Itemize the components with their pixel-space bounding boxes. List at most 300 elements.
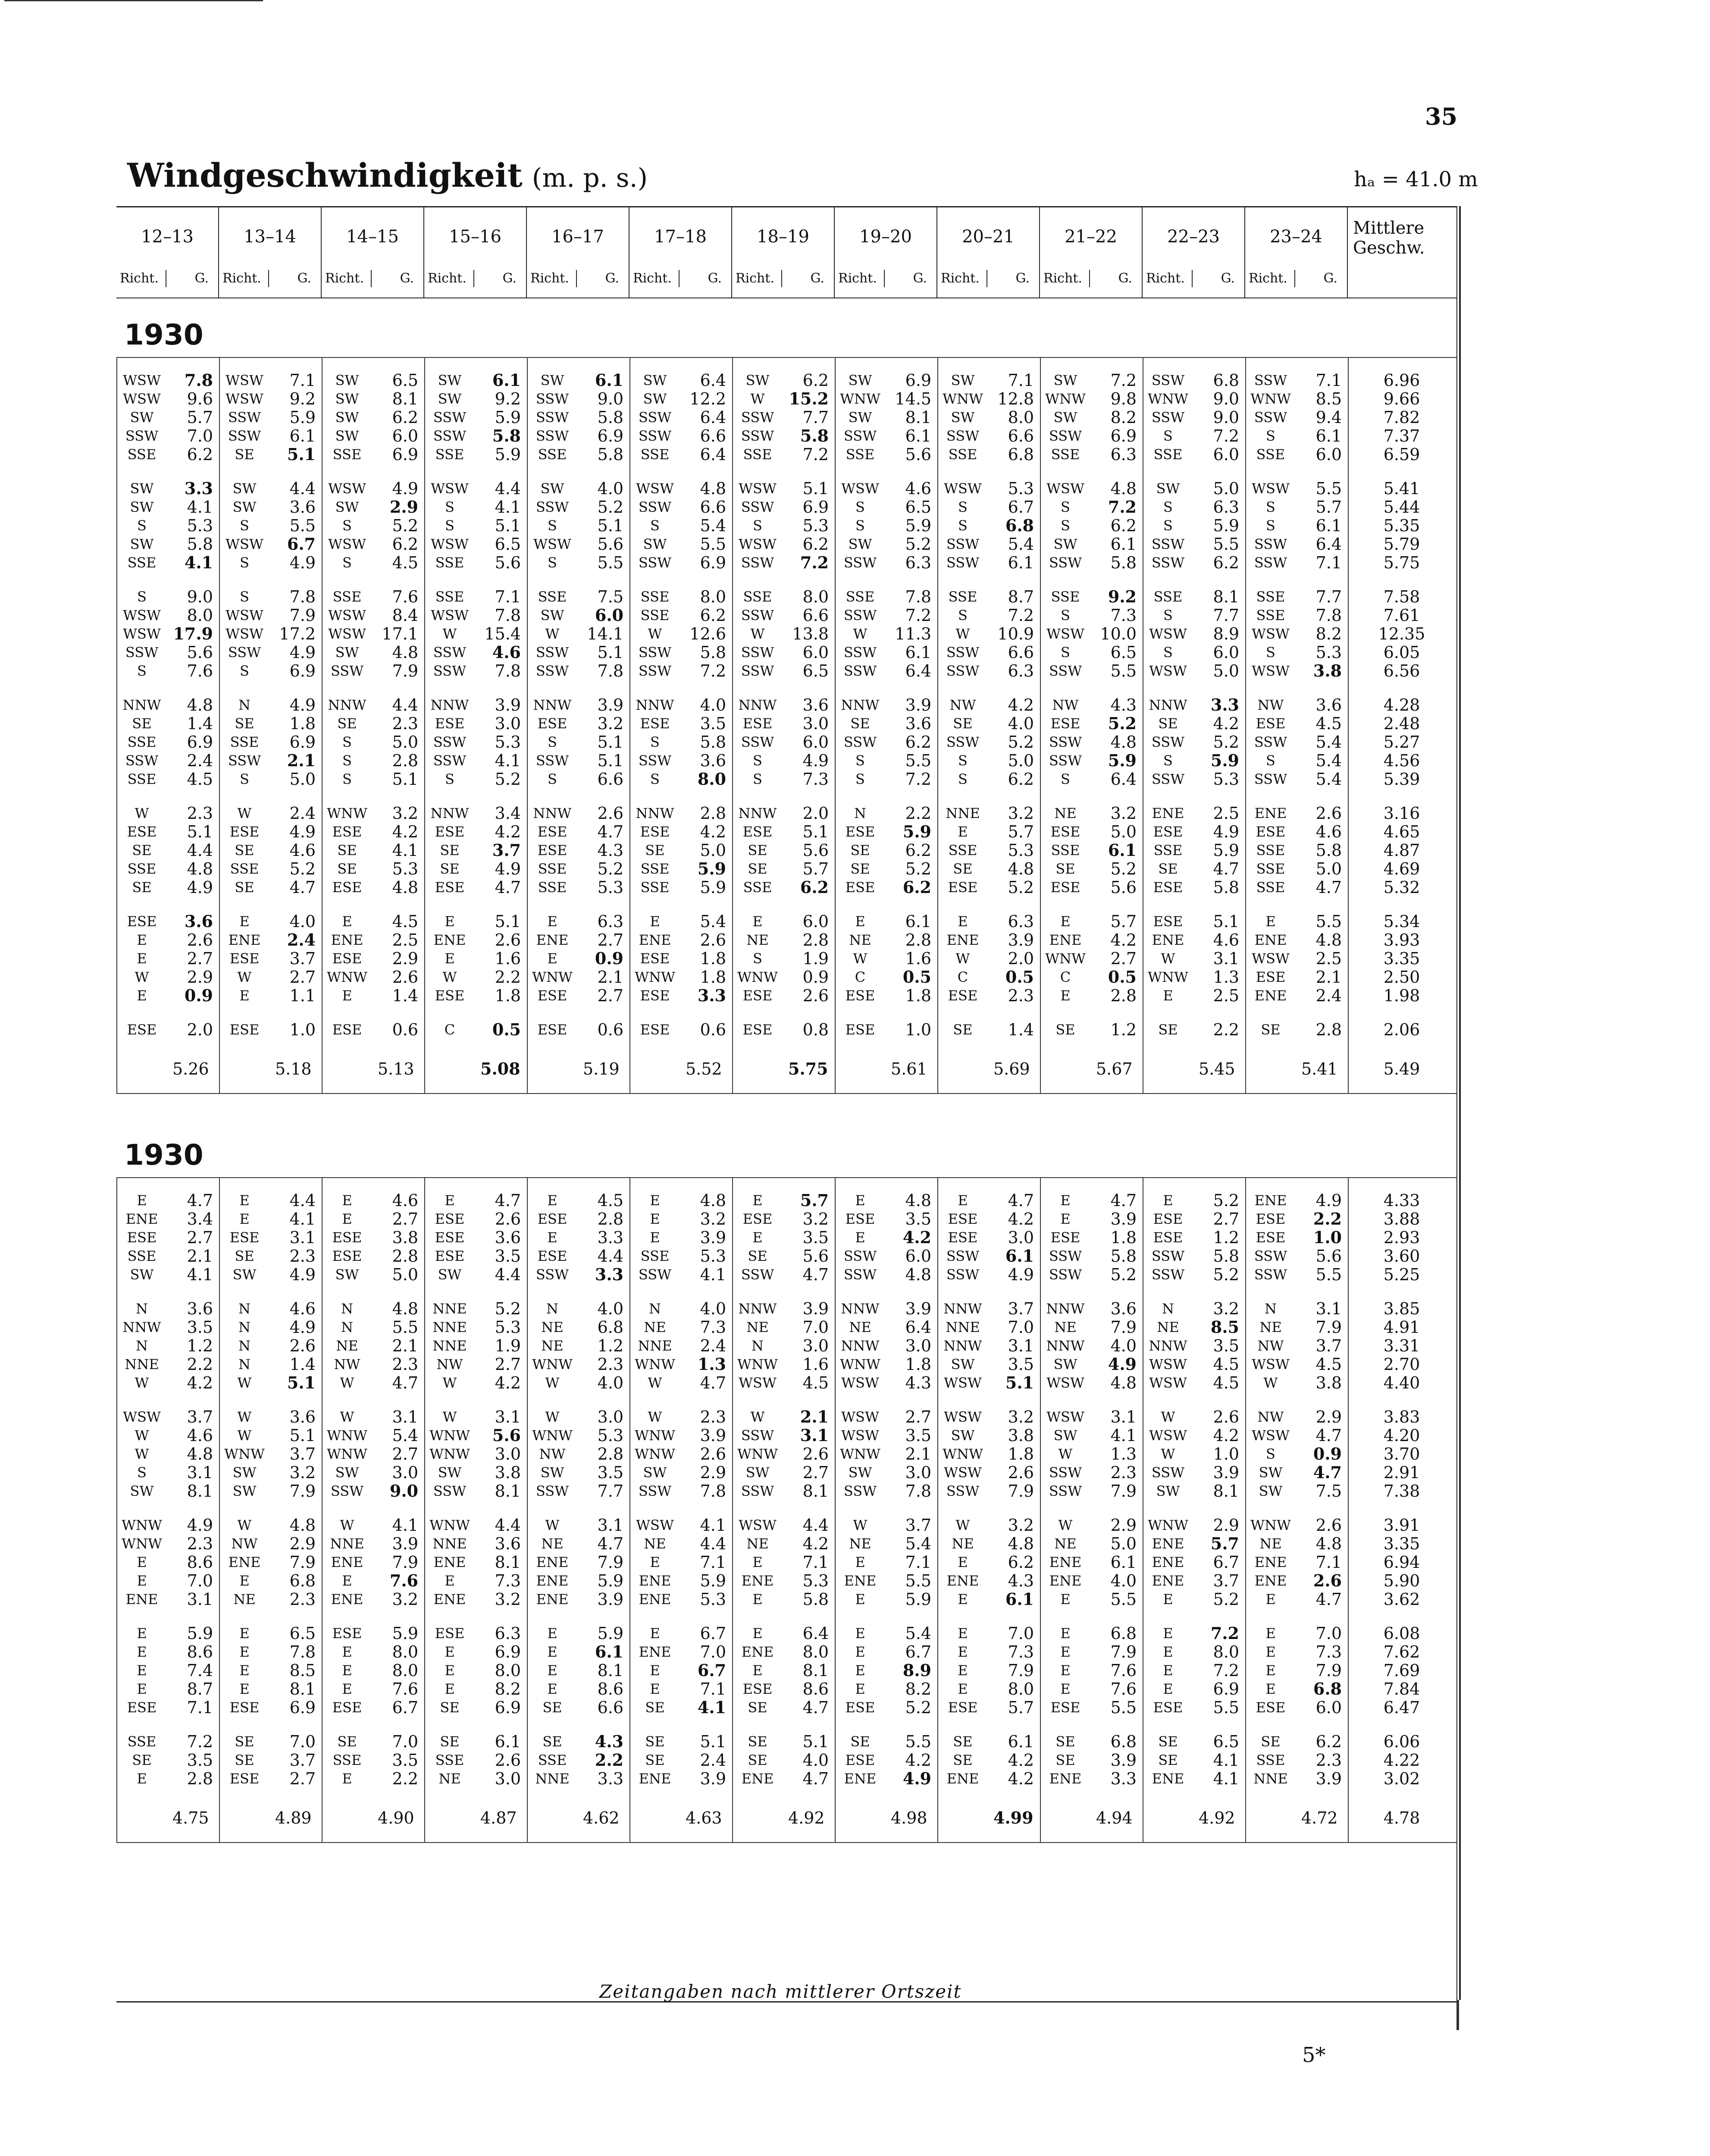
wind-speed: 3.7 xyxy=(289,949,316,968)
wind-speed: 5.1 xyxy=(597,733,623,752)
wind-direction: SE xyxy=(235,446,254,463)
wind-direction: NNW xyxy=(430,805,469,821)
hourly-mean: 5.45 xyxy=(1199,1059,1235,1078)
wind-direction: SSW xyxy=(843,734,877,750)
wind-speed: 14.5 xyxy=(895,389,931,408)
wind-speed: 3.3 xyxy=(597,1769,623,1788)
wind-speed: 5.6 xyxy=(187,643,213,662)
wind-direction: S xyxy=(548,734,557,750)
wind-speed: 5.3 xyxy=(802,516,829,535)
wind-direction: ENE xyxy=(228,932,261,948)
wind-speed: 2.4 xyxy=(700,1336,726,1355)
wind-speed: 7.1 xyxy=(187,1698,213,1717)
wind-speed: 2.2 xyxy=(905,804,931,823)
wind-speed: 8.7 xyxy=(1008,587,1034,606)
wind-speed: 5.2 xyxy=(495,770,521,789)
wind-direction: S xyxy=(137,589,147,605)
wind-speed: 6.7 xyxy=(700,1624,726,1643)
wind-speed: 5.4 xyxy=(700,516,726,535)
wind-speed: 1.0 xyxy=(1213,1445,1239,1463)
wind-direction: NE xyxy=(233,1591,256,1608)
wind-direction: ESE xyxy=(537,715,567,732)
wind-speed: 6.3 xyxy=(1110,445,1137,464)
wind-direction: E xyxy=(239,913,250,930)
wind-direction: N xyxy=(238,697,251,713)
wind-direction: SSW xyxy=(843,663,877,679)
wind-direction: WNW xyxy=(532,1356,573,1373)
wind-speed: 5.7 xyxy=(187,408,213,427)
wind-direction: ESE xyxy=(537,842,567,859)
wind-direction: E xyxy=(547,1644,557,1660)
wind-speed: 2.6 xyxy=(495,931,521,950)
wind-speed: 7.2 xyxy=(700,661,726,680)
wind-speed: 4.3 xyxy=(1008,1571,1034,1590)
wind-direction: WNW xyxy=(122,1536,162,1552)
wind-speed: 3.6 xyxy=(184,912,213,931)
wind-speed: 4.2 xyxy=(905,1751,931,1770)
wind-direction: W xyxy=(442,626,457,642)
wind-direction: SE xyxy=(132,879,152,896)
wind-direction: SW xyxy=(335,1266,359,1283)
wind-speed: 4.8 xyxy=(392,1299,418,1318)
wind-direction: W xyxy=(237,969,252,985)
wind-direction: ENE xyxy=(741,1573,774,1589)
header-hour-label: 14–15 xyxy=(346,227,399,247)
wind-direction: NNE xyxy=(432,1338,467,1354)
wind-direction: SSW xyxy=(1254,372,1287,389)
wind-direction: NNW xyxy=(636,697,674,713)
wind-speed: 7.9 xyxy=(1110,1482,1137,1501)
hourly-mean: 4.78 xyxy=(1383,1808,1420,1827)
wind-speed: 5.8 xyxy=(492,426,521,445)
wind-direction: E xyxy=(855,1229,865,1246)
wind-speed: 2.1 xyxy=(287,751,316,770)
wind-direction: NNW xyxy=(841,1300,880,1317)
wind-speed: 9.0 xyxy=(597,389,623,408)
wind-speed: 9.2 xyxy=(495,389,521,408)
wind-direction: SE xyxy=(1158,1733,1178,1750)
wind-direction: NW xyxy=(949,697,976,713)
wind-direction: ESE xyxy=(127,1022,157,1038)
wind-speed: 2.6 xyxy=(802,1445,829,1463)
wind-speed: 3.9 xyxy=(597,696,623,714)
wind-direction: WSW xyxy=(636,480,674,497)
wind-direction: SSW xyxy=(1254,1266,1287,1283)
wind-direction: S xyxy=(445,517,454,534)
wind-direction: E xyxy=(958,913,968,930)
wind-direction: W xyxy=(955,626,970,642)
header-direction-label: Richt. xyxy=(1043,271,1082,286)
wind-speed: 2.6 xyxy=(495,1210,521,1228)
wind-direction: WNW xyxy=(532,969,573,985)
wind-direction: SE xyxy=(850,861,870,877)
wind-direction: ESE xyxy=(1050,879,1080,896)
wind-speed: 8.1 xyxy=(289,1680,316,1698)
wind-direction: E xyxy=(855,1644,865,1660)
wind-speed: 4.9 xyxy=(495,859,521,878)
wind-speed: 5.2 xyxy=(1213,1265,1239,1284)
wind-direction: NE xyxy=(1054,1536,1077,1552)
wind-speed: 3.3 xyxy=(597,1228,623,1247)
wind-direction: SW xyxy=(335,391,359,407)
wind-speed: 4.2 xyxy=(1008,696,1034,714)
daily-mean: 4.69 xyxy=(1383,859,1420,878)
wind-direction: ENE xyxy=(1049,1771,1082,1787)
wind-direction: W xyxy=(1263,1375,1278,1391)
wind-direction: SSE xyxy=(1051,589,1080,605)
wind-speed: 8.6 xyxy=(597,1680,623,1698)
wind-direction: ESE xyxy=(1153,1699,1183,1716)
wind-direction: S xyxy=(753,517,762,534)
wind-speed: 2.3 xyxy=(392,714,418,733)
wind-speed: 3.6 xyxy=(700,751,726,770)
wind-direction: E xyxy=(239,987,250,1004)
hourly-mean: 5.26 xyxy=(172,1059,209,1078)
wind-speed: 7.7 xyxy=(802,408,829,427)
wind-direction: ESE xyxy=(640,987,670,1004)
wind-direction: NNW xyxy=(738,697,777,713)
wind-direction: SE xyxy=(748,861,767,877)
wind-direction: ESE xyxy=(332,950,362,967)
wind-direction: S xyxy=(753,950,762,967)
wind-direction: NNE xyxy=(1253,1771,1288,1787)
wind-direction: NNW xyxy=(841,1338,880,1354)
wind-direction: SSW xyxy=(536,663,569,679)
wind-speed: 5.1 xyxy=(597,643,623,662)
wind-speed: 2.7 xyxy=(289,968,316,987)
wind-direction: SW xyxy=(540,607,564,624)
wind-direction: SE xyxy=(748,1733,767,1750)
wind-direction: ENE xyxy=(946,932,979,948)
wind-speed: 8.0 xyxy=(392,1661,418,1680)
wind-speed: 11.3 xyxy=(895,624,931,643)
wind-direction: E xyxy=(547,1229,557,1246)
wind-speed: 6.3 xyxy=(597,912,623,931)
wind-direction: S xyxy=(548,771,557,787)
wind-direction: SSE xyxy=(127,1248,157,1264)
wind-speed: 5.4 xyxy=(1315,733,1342,752)
wind-speed: 5.2 xyxy=(1213,733,1239,752)
wind-direction: SE xyxy=(645,1752,665,1768)
wind-direction: ENE xyxy=(1254,1554,1287,1570)
wind-direction: WNW xyxy=(737,1446,778,1462)
wind-direction: ESE xyxy=(435,715,465,732)
wind-speed: 4.7 xyxy=(700,1373,726,1392)
wind-speed: 5.9 xyxy=(697,859,726,878)
header-speed-label: G. xyxy=(400,271,414,286)
wind-speed: 5.9 xyxy=(187,1624,213,1643)
wind-speed: 2.3 xyxy=(392,1355,418,1374)
wind-direction: SE xyxy=(748,1248,767,1264)
wind-direction: N xyxy=(238,1300,251,1317)
wind-speed: 3.7 xyxy=(905,1516,931,1535)
table-title: Windgeschwindigkeit xyxy=(127,156,523,194)
wind-direction: ESE xyxy=(332,879,362,896)
wind-speed: 2.4 xyxy=(287,930,316,950)
wind-speed: 3.0 xyxy=(495,714,521,733)
wind-direction: SW xyxy=(130,480,154,497)
section-year: 1930 xyxy=(124,1138,204,1172)
header-speed-label: G. xyxy=(913,271,927,286)
wind-direction: WSW xyxy=(225,536,263,552)
wind-speed: 7.2 xyxy=(1008,606,1034,625)
wind-direction: E xyxy=(650,1681,660,1697)
wind-speed: 5.6 xyxy=(1315,1247,1342,1266)
wind-direction: E xyxy=(1060,913,1071,930)
wind-direction: SE xyxy=(748,1699,767,1716)
wind-direction: E xyxy=(1265,1681,1276,1697)
wind-speed: 4.4 xyxy=(802,1516,829,1535)
wind-direction: E xyxy=(137,1554,147,1570)
wind-speed: 5.3 xyxy=(700,1247,726,1266)
wind-direction: S xyxy=(1061,607,1070,624)
wind-direction: WNW xyxy=(327,1446,367,1462)
wind-speed: 2.3 xyxy=(700,1407,726,1426)
wind-direction: N xyxy=(136,1338,148,1354)
wind-speed: 3.5 xyxy=(700,714,726,733)
wind-speed: 2.6 xyxy=(700,1445,726,1463)
header-speed-label: G. xyxy=(297,271,311,286)
wind-direction: WNW xyxy=(532,1427,573,1444)
header-speed-label: G. xyxy=(810,271,824,286)
wind-direction: E xyxy=(752,1229,763,1246)
wind-direction: ENE xyxy=(433,1591,466,1608)
hourly-mean: 4.72 xyxy=(1301,1808,1338,1827)
wind-speed: 6.8 xyxy=(1005,516,1034,535)
wind-speed: 3.0 xyxy=(392,1463,418,1482)
wind-speed: 6.4 xyxy=(905,661,931,680)
wind-direction: NE xyxy=(644,1319,666,1335)
wind-direction: E xyxy=(1163,1625,1173,1642)
header-speed-label: G. xyxy=(1015,271,1030,286)
wind-speed: 5.6 xyxy=(492,1426,521,1445)
wind-direction: ESE xyxy=(948,1699,978,1716)
wind-speed: 5.5 xyxy=(289,516,316,535)
wind-speed: 7.9 xyxy=(1008,1661,1034,1680)
wind-direction: E xyxy=(547,1662,557,1679)
wind-direction: ENE xyxy=(1254,1573,1287,1589)
wind-direction: ESE xyxy=(435,879,465,896)
wind-direction: SSW xyxy=(1151,1266,1185,1283)
wind-speed: 4.2 xyxy=(1008,1769,1034,1788)
wind-speed: 5.5 xyxy=(1110,1698,1137,1717)
section-rule xyxy=(116,1177,1457,1178)
wind-speed: 5.3 xyxy=(392,859,418,878)
wind-speed: 5.3 xyxy=(700,1590,726,1609)
wind-direction: NNE xyxy=(432,1319,467,1335)
wind-direction: E xyxy=(239,1573,250,1589)
wind-direction: WNW xyxy=(429,1427,470,1444)
wind-direction: SE xyxy=(953,1022,973,1038)
wind-direction: E xyxy=(958,1644,968,1660)
wind-speed: 8.2 xyxy=(495,1680,521,1698)
wind-speed: 3.6 xyxy=(495,1228,521,1247)
wind-speed: 8.0 xyxy=(495,1661,521,1680)
wind-speed: 7.1 xyxy=(289,371,316,390)
wind-direction: E xyxy=(137,1662,147,1679)
wind-direction: SE xyxy=(235,842,254,859)
wind-speed: 7.6 xyxy=(1110,1680,1137,1698)
wind-direction: W xyxy=(237,1517,252,1533)
wind-direction: ESE xyxy=(845,1752,875,1768)
wind-speed: 6.0 xyxy=(392,426,418,445)
wind-direction: SSW xyxy=(433,644,467,661)
daily-mean: 6.94 xyxy=(1383,1553,1420,1572)
wind-speed: 5.1 xyxy=(495,516,521,535)
wind-direction: ESE xyxy=(435,987,465,1004)
wind-speed: 3.5 xyxy=(597,1463,623,1482)
wind-direction: WSW xyxy=(1252,480,1290,497)
wind-speed: 5.1 xyxy=(287,445,316,464)
daily-mean: 4.87 xyxy=(1383,841,1420,860)
daily-mean: 4.65 xyxy=(1383,822,1420,841)
section-end-rule xyxy=(116,1842,1457,1843)
wind-speed: 5.7 xyxy=(1315,498,1342,517)
daily-mean: 5.41 xyxy=(1383,479,1420,498)
wind-speed: 1.8 xyxy=(495,986,521,1005)
wind-direction: WSW xyxy=(123,391,161,407)
daily-mean: 6.05 xyxy=(1383,643,1420,662)
wind-direction: E xyxy=(650,1625,660,1642)
wind-speed: 5.9 xyxy=(495,445,521,464)
wind-speed: 3.1 xyxy=(187,1590,213,1609)
wind-speed: 3.9 xyxy=(802,1299,829,1318)
wind-speed: 2.6 xyxy=(392,968,418,987)
wind-direction: W xyxy=(135,1427,149,1444)
wind-direction: SE xyxy=(235,879,254,896)
wind-speed: 5.1 xyxy=(1213,912,1239,931)
wind-direction: NE xyxy=(644,1536,666,1552)
wind-speed: 7.9 xyxy=(289,1482,316,1501)
wind-direction: NE xyxy=(1054,805,1077,821)
wind-speed: 8.0 xyxy=(1008,1680,1034,1698)
wind-direction: ENE xyxy=(1152,1536,1184,1552)
wind-speed: 6.1 xyxy=(1008,1732,1034,1751)
wind-direction: SSE xyxy=(1256,861,1285,877)
wind-speed: 2.1 xyxy=(392,1336,418,1355)
wind-speed: 2.3 xyxy=(1008,986,1034,1005)
column-rule xyxy=(937,357,938,1093)
wind-speed: 5.9 xyxy=(597,1571,623,1590)
wind-speed: 2.7 xyxy=(289,1769,316,1788)
column-rule xyxy=(732,357,733,1093)
wind-speed: 7.8 xyxy=(184,370,213,390)
wind-direction: SW xyxy=(1053,1427,1077,1444)
column-rule xyxy=(424,1177,425,1842)
wind-direction: ESE xyxy=(435,1229,465,1246)
header-direction-label: Richt. xyxy=(222,271,261,286)
wind-direction: N xyxy=(341,1319,353,1335)
wind-speed: 1.2 xyxy=(1213,1228,1239,1247)
wind-speed: 5.4 xyxy=(905,1534,931,1553)
wind-direction: ESE xyxy=(742,987,773,1004)
wind-direction: SSW xyxy=(741,607,774,624)
wind-direction: ENE xyxy=(946,1573,979,1589)
wind-direction: S xyxy=(240,517,249,534)
header-speed-label: G. xyxy=(1221,271,1235,286)
wind-direction: W xyxy=(135,969,149,985)
wind-direction: SSE xyxy=(127,734,157,750)
wind-speed: 2.7 xyxy=(597,986,623,1005)
wind-direction: ESE xyxy=(1050,1229,1080,1246)
wind-direction: SSW xyxy=(638,1483,672,1499)
wind-direction: ENE xyxy=(639,932,671,948)
wind-speed: 4.6 xyxy=(1315,822,1342,841)
wind-speed: 7.0 xyxy=(700,1642,726,1661)
wind-speed: 5.2 xyxy=(597,859,623,878)
wind-speed: 8.6 xyxy=(187,1553,213,1572)
wind-direction: SSW xyxy=(228,644,261,661)
wind-speed: 6.2 xyxy=(392,535,418,554)
wind-direction: W xyxy=(750,391,765,407)
wind-direction: S xyxy=(650,517,660,534)
wind-speed: 3.2 xyxy=(392,804,418,823)
wind-speed: 7.6 xyxy=(1110,1661,1137,1680)
wind-speed: 13.8 xyxy=(792,624,829,643)
wind-speed: 0.5 xyxy=(1005,967,1034,987)
wind-speed: 3.4 xyxy=(495,804,521,823)
wind-speed: 5.9 xyxy=(392,1624,418,1643)
wind-speed: 4.1 xyxy=(187,498,213,517)
wind-speed: 2.6 xyxy=(802,986,829,1005)
wind-speed: 7.8 xyxy=(700,1482,726,1501)
wind-speed: 2.7 xyxy=(905,1407,931,1426)
wind-direction: W xyxy=(340,1517,354,1533)
wind-direction: S xyxy=(342,517,352,534)
wind-speed: 4.2 xyxy=(1213,714,1239,733)
wind-speed: 7.1 xyxy=(1008,371,1034,390)
header-speed-label: G. xyxy=(1118,271,1132,286)
hourly-mean: 4.89 xyxy=(275,1808,312,1827)
wind-direction: ESE xyxy=(332,824,362,840)
wind-speed: 2.3 xyxy=(597,1355,623,1374)
wind-direction: WSW xyxy=(225,372,263,389)
wind-speed: 0.6 xyxy=(392,1020,418,1039)
wind-direction: WSW xyxy=(1149,1375,1187,1391)
wind-speed: 8.1 xyxy=(392,389,418,408)
wind-direction: ENE xyxy=(536,1591,569,1608)
wind-speed: 3.5 xyxy=(905,1426,931,1445)
wind-speed: 5.2 xyxy=(1008,878,1034,897)
wind-speed: 3.2 xyxy=(1110,804,1137,823)
wind-direction: WNW xyxy=(737,1356,778,1373)
hourly-mean: 5.18 xyxy=(275,1059,312,1078)
wind-direction: NW xyxy=(1052,697,1079,713)
wind-speed: 8.7 xyxy=(187,1680,213,1698)
wind-direction: WSW xyxy=(739,1375,777,1391)
wind-direction: S xyxy=(1266,752,1275,769)
wind-direction: ESE xyxy=(1050,824,1080,840)
wind-direction: SSE xyxy=(948,842,977,859)
wind-direction: ESE xyxy=(845,824,875,840)
wind-direction: WSW xyxy=(1046,480,1084,497)
header-direction-label: Richt. xyxy=(633,271,672,286)
wind-direction: SW xyxy=(643,536,667,552)
wind-direction: ENE xyxy=(433,932,466,948)
wind-speed: 6.1 xyxy=(495,1732,521,1751)
daily-mean: 7.61 xyxy=(1383,606,1420,625)
wind-speed: 4.9 xyxy=(289,822,316,841)
wind-direction: W xyxy=(135,1446,149,1462)
wind-direction: NNE xyxy=(432,1300,467,1317)
wind-direction: NNW xyxy=(738,1300,777,1317)
wind-speed: 3.1 xyxy=(1110,1407,1137,1426)
wind-speed: 4.9 xyxy=(802,751,829,770)
wind-direction: ESE xyxy=(1153,824,1183,840)
wind-speed: 5.6 xyxy=(905,445,931,464)
wind-direction: SSW xyxy=(638,752,672,769)
wind-speed: 3.9 xyxy=(700,1228,726,1247)
